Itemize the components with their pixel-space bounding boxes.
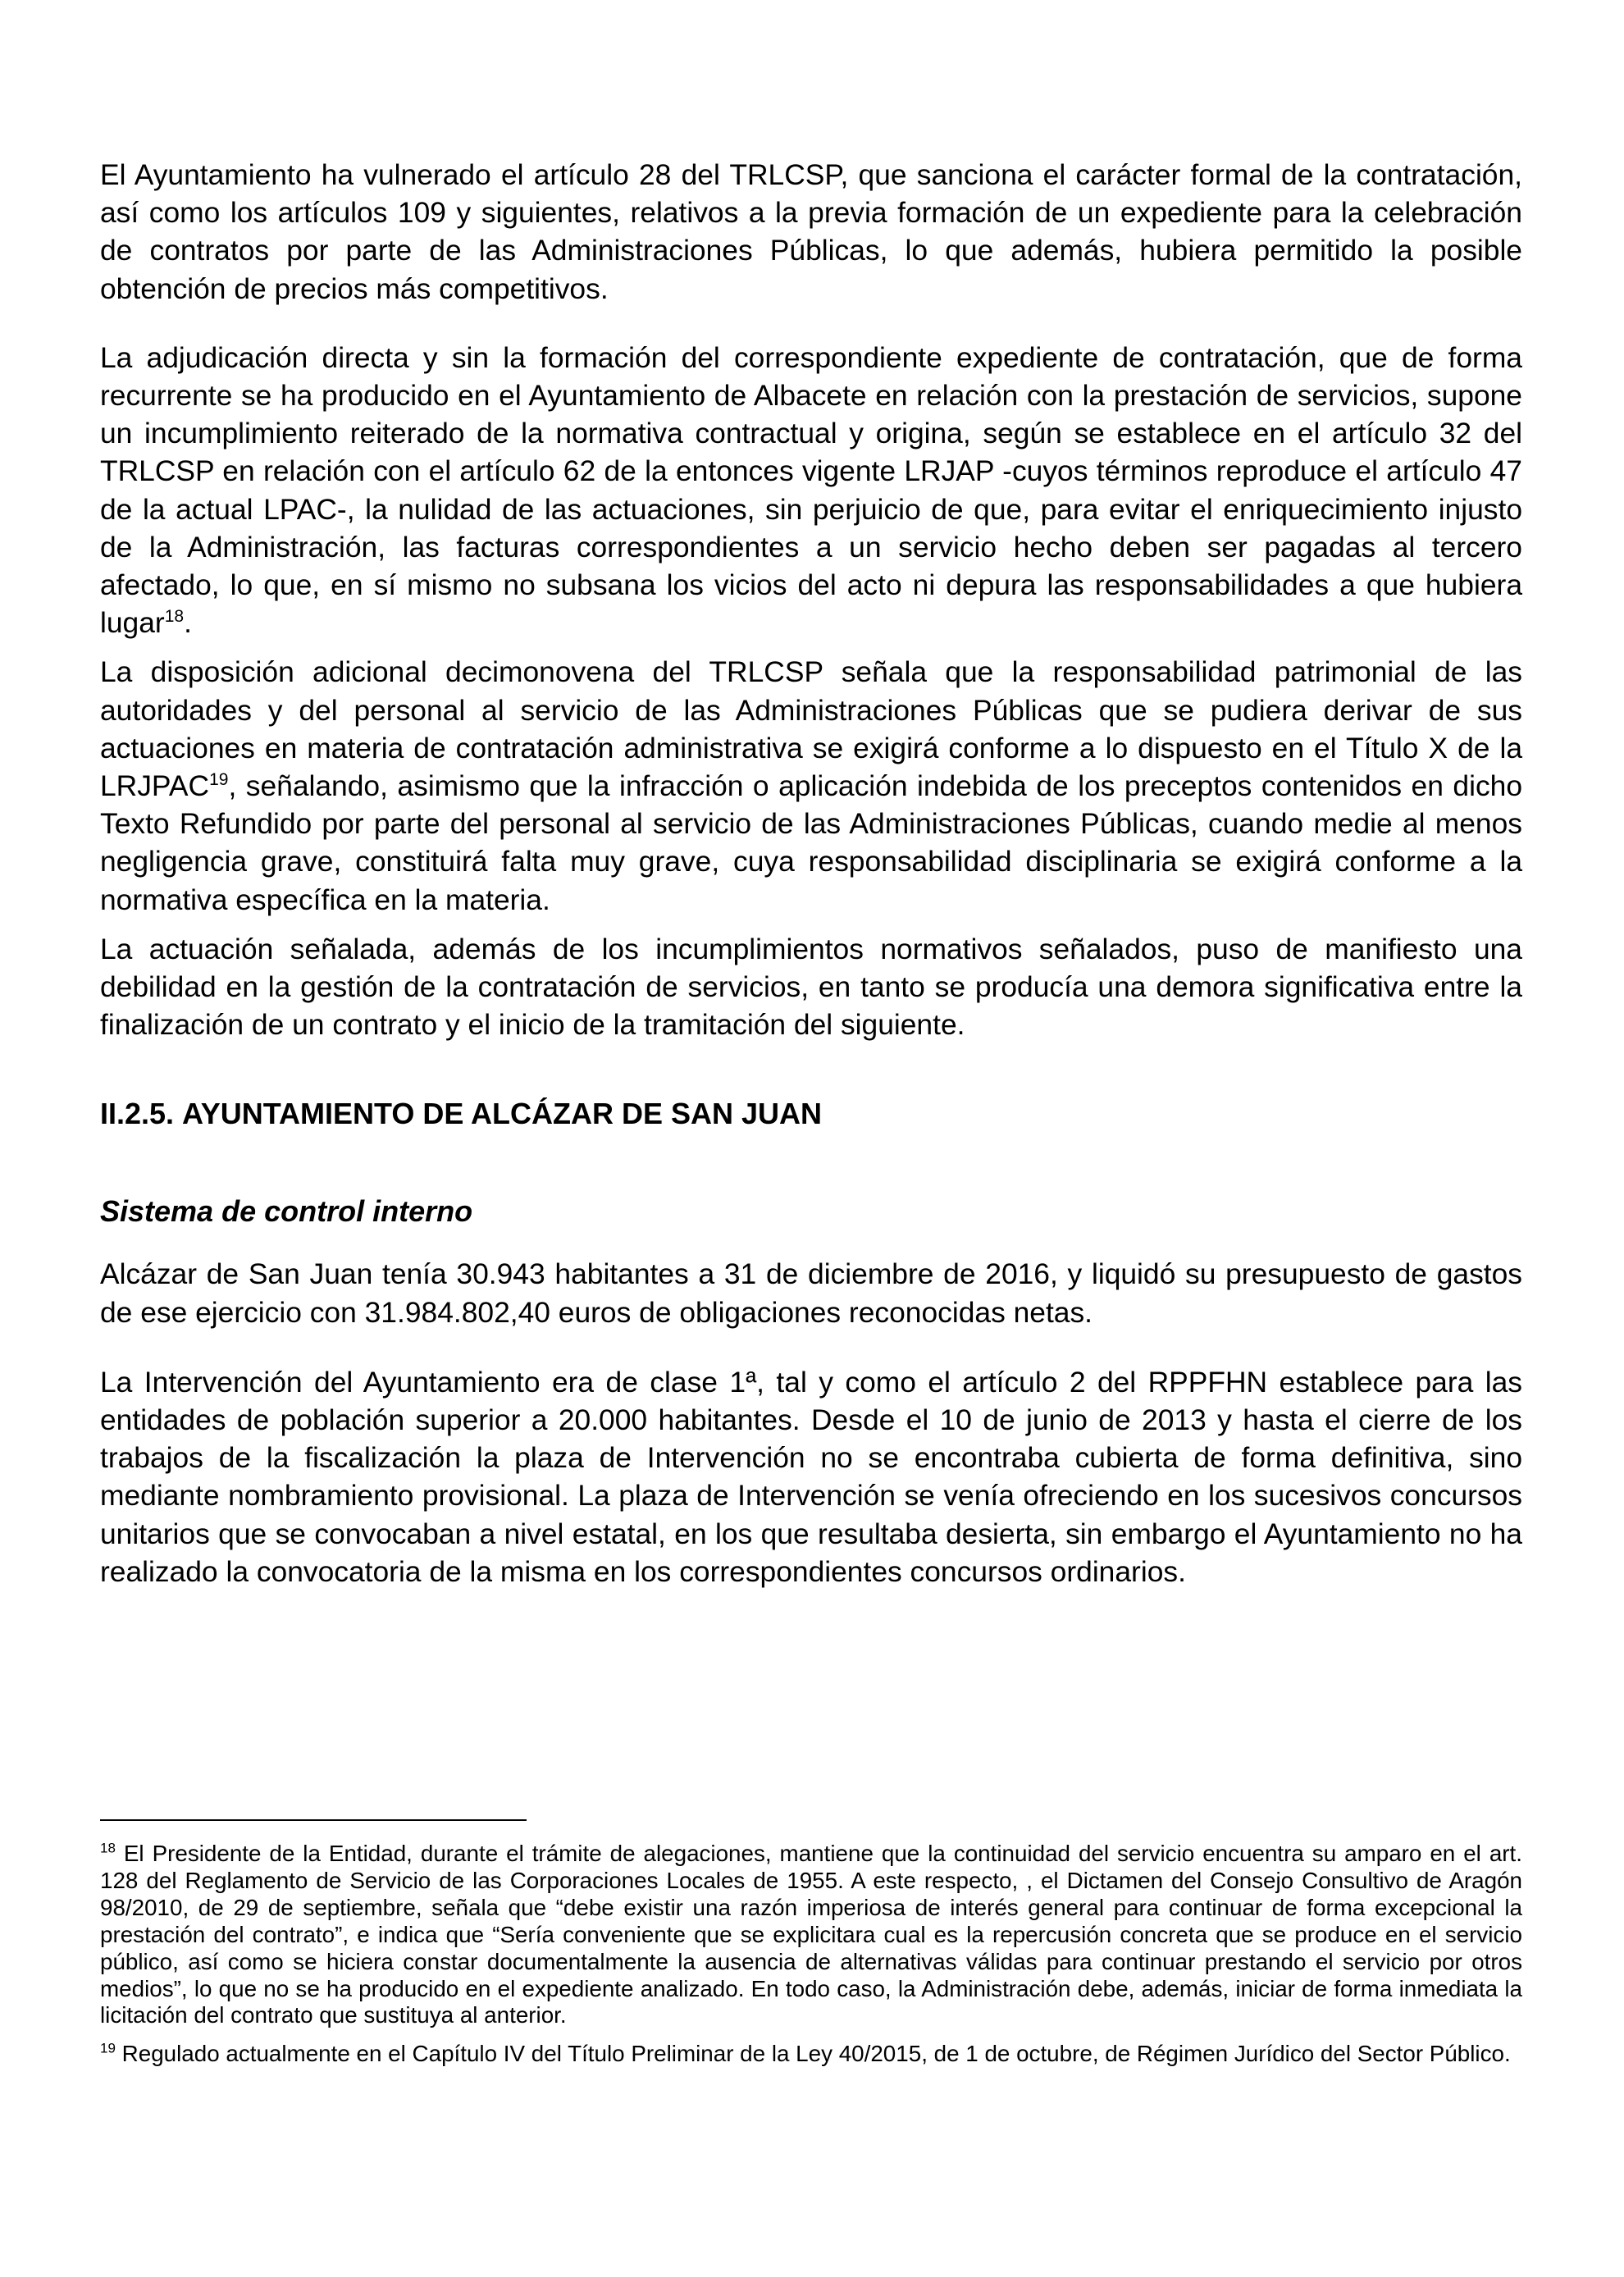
footnote-reference-18[interactable]: 18: [164, 607, 185, 627]
footnote-number: 18: [100, 1840, 116, 1856]
footnote-18: [100, 1841, 1522, 2029]
footnote-text: El Presidente de la Entidad, durante el trámite de alegaciones, mantiene que la continuidad del servicio encuentra su amparo en el art. 128 del Reglamento de Servicio de las Corporaciones Locales de 1955. A este respecto, , el Dictamen del Consejo Consultivo de Aragón 98/2010, de 29 de septiembre, señala que “debe existir una razón imperiosa de interés general para continuar de forma excepcional la prestación del contrato”, e indica que “Sería conveniente que se explicitara cual es la repercusión concreta que se produce en el servicio público, así como se hiciera constar documentalmente la ausencia de alternativas válidas para continuar prestando el servicio por otros medios”, lo que no se ha producido en el expediente analizado. En todo caso, la Administración debe, además, iniciar de forma inmediata la licitación del contrato que sustituya al anterior.: [100, 1841, 1522, 2028]
footnote-number: 19: [100, 2041, 116, 2057]
footnote-reference-19[interactable]: 19: [209, 770, 229, 790]
paragraph-text: La Intervención del Ayuntamiento era de clase 1ª, tal y como el artículo 2 del RPPFHN establece para las entidades de población superior a 20.000 habitantes. Desde el 10 de junio de 2013 y hasta el cierre de los trabajos de la fiscalización la plaza de Intervención no se encontraba cubierta de forma definitiva, sino mediante nombramiento provisional. La plaza de Intervención se venía ofreciendo en los sucesivos concursos unitarios que se convocaban a nivel estatal, en los que resultaba desierta, sin embargo el Ayuntamiento no ha realizado la convocatoria de la misma en los correspondientes concursos ordinarios.: [100, 1365, 1522, 1588]
footnote-text: Regulado actualmente en el Capítulo IV del Título Preliminar de la Ley 40/2015, de 1 de octubre, de Régimen Jurídico del Sector Público.: [121, 2041, 1511, 2067]
paragraph-tail: .: [184, 606, 192, 640]
paragraph-liability: [100, 653, 1522, 918]
section-number: II.2.5.: [100, 1097, 175, 1131]
paragraph-text: La actuación señalada, además de los incumplimientos normativos señalados, puso de manifiesto una debilidad en la gestión de la contratación de servicios, en tanto se producía una demora significativa entre la finalización de un contrato y el inicio de la tramitación del siguiente.: [100, 932, 1522, 1042]
paragraph-text: Alcázar de San Juan tenía 30.943 habitantes a 31 de diciembre de 2016, y liquidó su presupuesto de gastos de ese ejercicio con 31.984.802,40 euros de obligaciones reconocidas netas.: [100, 1257, 1522, 1329]
document-body: [100, 156, 1522, 1590]
paragraph-intervention: [100, 1363, 1522, 1590]
section-heading: [100, 1095, 1522, 1133]
paragraph-direct-award: [100, 339, 1522, 642]
subsection-heading: Sistema de control interno: [100, 1194, 473, 1229]
paragraph-population: [100, 1255, 1522, 1330]
paragraph-contract-violation: [100, 156, 1522, 308]
footnote-19: [100, 2041, 1522, 2068]
section-title: AYUNTAMIENTO DE ALCÁZAR DE SAN JUAN: [182, 1097, 823, 1131]
paragraph-text: La adjudicación directa y sin la formación del correspondiente expediente de contratación, que de forma recurrente se ha producido en el Ayuntamiento de Albacete en relación con la prestación de servicios, supone un incumplimiento reiterado de la normativa contractual y origina, según se establece en el artículo 32 del TRLCSP en relación con el artículo 62 de la entonces vigente LRJAP -cuyos términos reproduce el artículo 47 de la actual LPAC-, la nulidad de las actuaciones, sin perjuicio de que, para evitar el enriquecimiento injusto de la Administración, las facturas correspondientes a un servicio hecho deben ser pagadas al tercero afectado, lo que, en sí mismo no subsana los vicios del acto ni depura las responsabilidades a que hubiera lugar: [100, 340, 1522, 640]
paragraph-text-after: , señalando, asimismo que la infracción o aplicación indebida de los preceptos contenidos en dicho Texto Refundido por parte del personal al servicio de las Administraciones Públicas, cuando medie al menos negligencia grave, constituirá falta muy grave, cuya responsabilidad disciplinaria se exigirá conforme a la normativa específica en la materia.: [100, 769, 1522, 916]
paragraph-text: El Ayuntamiento ha vulnerado el artículo 28 del TRLCSP, que sanciona el carácter formal de la contratación, así como los artículos 109 y siguientes, relativos a la previa formación de un expediente para la celebración de contratos por parte de las Administraciones Públicas, lo que además, hubiera permitido la posible obtención de precios más competitivos.: [100, 158, 1522, 305]
paragraph-management-weakness: [100, 930, 1522, 1044]
footnotes-section: [100, 1841, 1522, 2068]
paragraph-text-before: La disposición adicional decimonovena del TRLCSP señala que la responsabilidad patrimonial de las autoridades y del personal al servicio de las Administraciones Públicas que se pudiera derivar de sus actuaciones en materia de contratación administrativa se exigirá conforme a lo dispuesto en el Título X de la LRJPAC: [100, 655, 1522, 803]
footnote-separator: [100, 1819, 527, 1821]
